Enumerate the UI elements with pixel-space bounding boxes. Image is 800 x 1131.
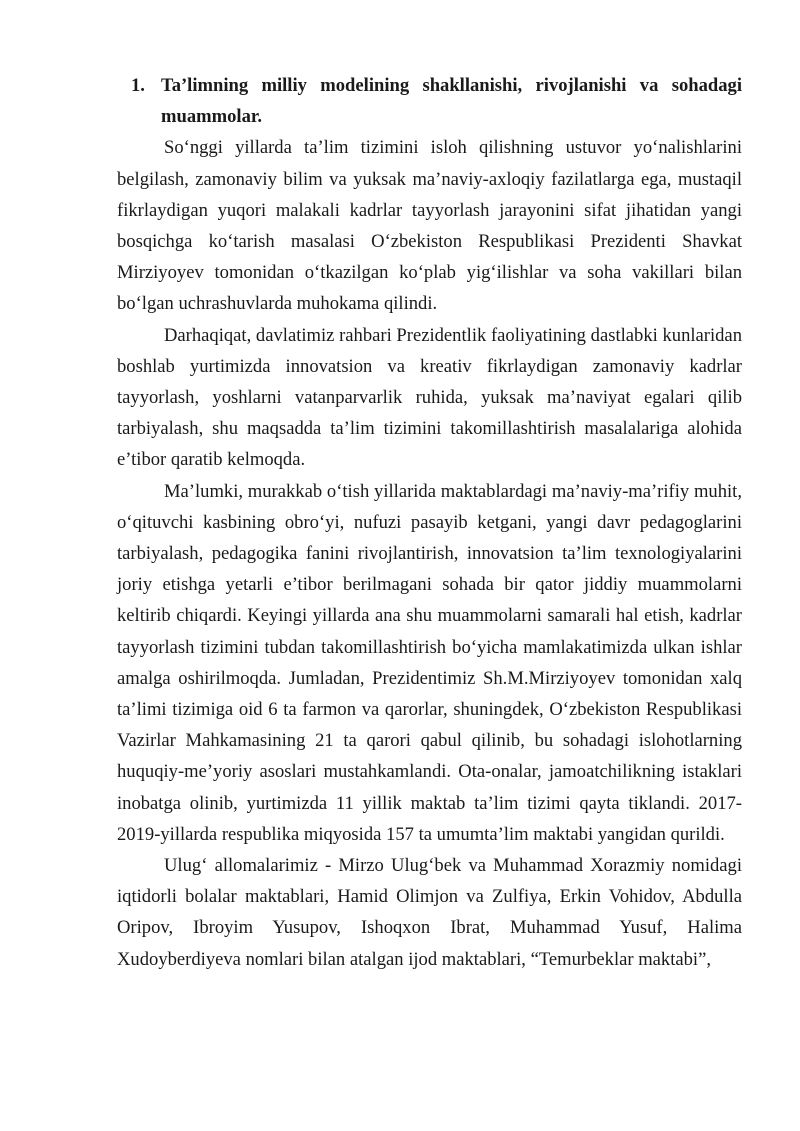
paragraph-1: So‘nggi yillarda ta’lim tizimini isloh qilishning ustuvor yo‘nalishlarini belgilash, zamonaviy bilim va yuksak ma’naviy-axloqiy fazilatlarga ega, mustaqil fikrlaydigan yuqori malakali kadrlar tayyorlash jarayonini sifat jihatidan yangi bosqichga ko‘tarish masalasi O‘zbekiston Respublikasi Prezidenti Shavkat Mirziyoyev tomonidan o‘tkazilgan ko‘plab yig‘ilishlar va soha vakillari bilan bo‘lgan uchrashuvlarda muhokama qilindi. — [117, 137, 742, 315]
section-heading — [131, 70, 742, 132]
heading-title: Ta’limning milliy modelining shakllanishi, rivojlanishi va sohadagi muammolar. — [161, 75, 742, 128]
page-content — [117, 70, 742, 975]
paragraph-2: Darhaqiqat, davlatimiz rahbari Prezidentlik faoliyatining dastlabki kunlaridan boshlab yurtimizda innovatsion va kreativ fikrlaydigan zamonaviy kadrlar tayyorlash, yoshlarni vatanparvarlik ruhida, yuksak ma’naviyat egalari qilib tarbiyalash, shu maqsadda ta’lim tizimini takomillashtirish masalalariga alohida e’tibor qaratib kelmoqda. — [117, 324, 742, 471]
paragraph-3: Ma’lumki, murakkab o‘tish yillarida maktablardagi ma’naviy-ma’rifiy muhit, o‘qituvchi kasbining obro‘yi, nufuzi pasayib ketgani, yangi davr pedagoglarini tarbiyalash, pedagogika fanini rivojlantirish, innovatsion ta’lim texnologiyalarini joriy etishga yetarli e’tibor berilmagani sohada bir qator jiddiy muammolarni keltirib chiqardi. Keyingi yillarda ana shu muammolarni samarali hal etish, kadrlar tayyorlash tizimini tubdan takomillashtirish bo‘yicha mamlakatimizda ulkan ishlar amalga oshirilmoqda. Jumladan, Prezidentimiz Sh.M.Mirziyoyev tomonidan xalq ta’limi tizimiga oid 6 ta farmon va qarorlar, shuningdek, O‘zbekiston Respublikasi Vazirlar Mahkamasining 21 ta qarori qabul qilinib, bu sohadagi islohotlarning huquqiy-me’yoriy asoslari mustahkamlandi. Ota-onalar, jamoatchilikning istaklari inobatga olinib, yurtimizda 11 yillik maktab ta’lim tizimi qayta tiklandi. 2017-2019-yillarda respublika miqyosida 157 ta umumta’lim maktabi yangidan qurildi. — [117, 480, 742, 845]
heading-number: 1. — [131, 75, 145, 96]
paragraph-4: Ulug‘ allomalarimiz - Mirzo Ulug‘bek va Muhammad Xorazmiy nomidagi iqtidorli bolalar maktablari, Hamid Olimjon va Zulfiya, Erkin Vohidov, Abdulla Oripov, Ibroyim Yusupov, Ishoqxon Ibrat, Muhammad Yusuf, Halima Xudoyberdiyeva nomlari bilan atalgan ijod maktablari, “Temurbeklar maktabi”, — [117, 855, 742, 970]
